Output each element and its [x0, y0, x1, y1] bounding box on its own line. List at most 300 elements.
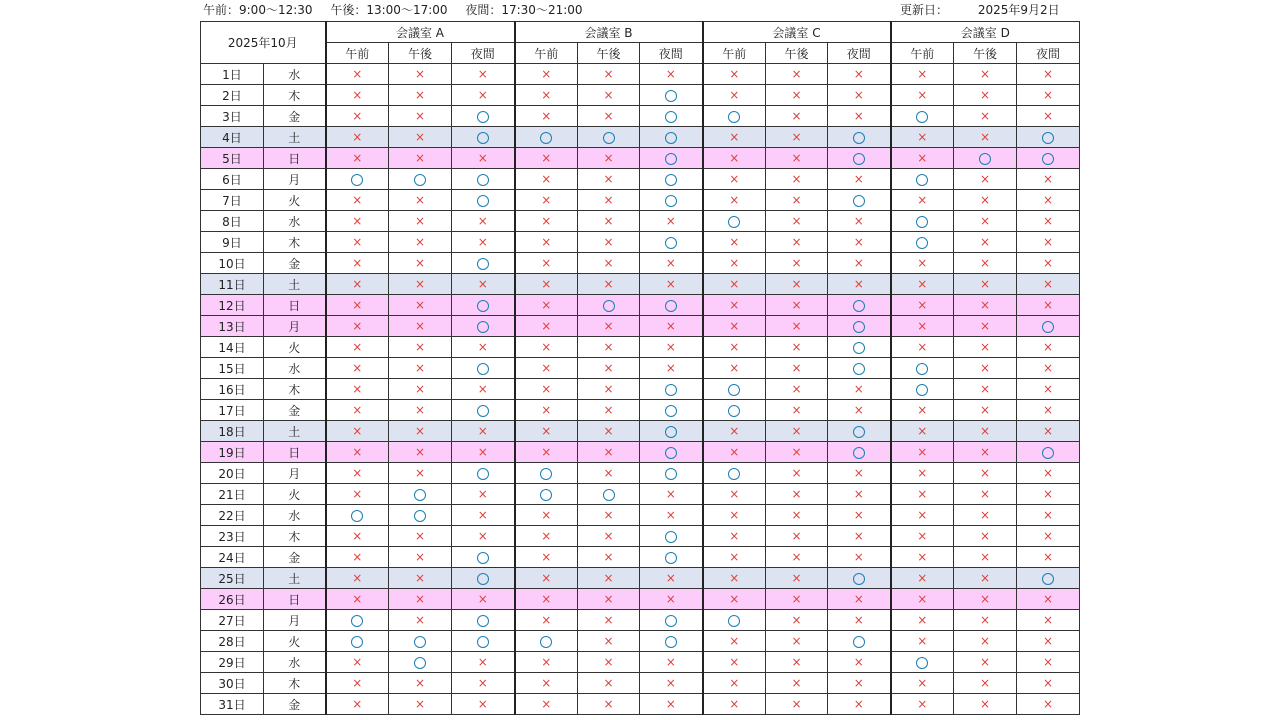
- day-cell: 27日: [201, 610, 264, 631]
- unavailable-mark: ×: [414, 382, 426, 396]
- weekday-cell: 水: [264, 652, 326, 673]
- unavailable-mark: ×: [791, 256, 802, 270]
- slot-c-night: [828, 442, 891, 463]
- unavailable-mark: ×: [979, 655, 991, 669]
- unavailable-mark: ×: [477, 151, 488, 165]
- unavailable-mark: ×: [979, 634, 991, 648]
- available-mark: [853, 342, 865, 354]
- unavailable-mark: ×: [414, 592, 426, 606]
- unavailable-mark: ×: [791, 130, 802, 144]
- slot-a-night: [452, 211, 515, 232]
- slot-a-pm: [389, 442, 452, 463]
- slot-a-am: [326, 442, 389, 463]
- table-row: [201, 526, 1080, 547]
- slot-b-pm: [578, 169, 640, 190]
- unavailable-mark: ×: [791, 277, 802, 291]
- day-cell: 25日: [201, 568, 264, 589]
- period-header: 夜間: [828, 43, 891, 64]
- unavailable-mark: ×: [541, 151, 552, 165]
- slot-c-am: [703, 568, 766, 589]
- unavailable-mark: ×: [791, 487, 802, 501]
- weekday-cell: 木: [264, 673, 326, 694]
- available-mark: [414, 489, 426, 501]
- unavailable-mark: ×: [477, 424, 488, 438]
- slot-b-am: [515, 232, 578, 253]
- slot-c-pm: [766, 316, 828, 337]
- updated-date: 2025年9月2日: [977, 3, 1060, 17]
- unavailable-mark: ×: [477, 340, 488, 354]
- slot-a-night: [452, 421, 515, 442]
- slot-d-am: [891, 169, 954, 190]
- slot-a-night: [452, 484, 515, 505]
- slot-a-night: [452, 190, 515, 211]
- unavailable-mark: ×: [603, 634, 614, 648]
- slot-d-pm: [954, 463, 1017, 484]
- slot-a-night: [452, 253, 515, 274]
- slot-c-am: [703, 190, 766, 211]
- slot-c-night: [828, 148, 891, 169]
- unavailable-mark: ×: [603, 88, 614, 102]
- unavailable-mark: ×: [665, 214, 676, 228]
- slot-b-pm: [578, 337, 640, 358]
- table-row: [201, 463, 1080, 484]
- slot-a-am: [326, 190, 389, 211]
- unavailable-mark: ×: [541, 193, 552, 207]
- unavailable-mark: ×: [979, 487, 991, 501]
- unavailable-mark: ×: [352, 151, 363, 165]
- slot-d-am: [891, 337, 954, 358]
- unavailable-mark: ×: [352, 487, 363, 501]
- slot-d-pm: [954, 568, 1017, 589]
- day-cell: 31日: [201, 694, 264, 715]
- unavailable-mark: ×: [352, 697, 363, 711]
- weekday-cell: 月: [264, 463, 326, 484]
- unavailable-mark: ×: [729, 445, 740, 459]
- unavailable-mark: ×: [541, 361, 552, 375]
- slot-c-night: [828, 526, 891, 547]
- available-mark: [665, 174, 677, 186]
- slot-d-pm: [954, 337, 1017, 358]
- day-cell: 8日: [201, 211, 264, 232]
- slot-b-am: [515, 358, 578, 379]
- slot-a-pm: [389, 127, 452, 148]
- unavailable-mark: ×: [791, 88, 802, 102]
- unavailable-mark: ×: [917, 676, 928, 690]
- available-mark: [1042, 153, 1054, 165]
- available-mark: [728, 615, 740, 627]
- unavailable-mark: ×: [477, 697, 488, 711]
- slot-c-am: [703, 148, 766, 169]
- unavailable-mark: ×: [729, 508, 740, 522]
- weekday-cell: 火: [264, 631, 326, 652]
- unavailable-mark: ×: [729, 340, 740, 354]
- slot-d-am: [891, 547, 954, 568]
- afternoon-slot-text: 午後：13:00～17:00: [330, 3, 448, 17]
- unavailable-mark: ×: [541, 172, 552, 186]
- slot-c-pm: [766, 379, 828, 400]
- weekday-cell: 木: [264, 232, 326, 253]
- unavailable-mark: ×: [1043, 634, 1054, 648]
- slot-c-am: [703, 127, 766, 148]
- unavailable-mark: ×: [1043, 529, 1054, 543]
- weekday-cell: 金: [264, 106, 326, 127]
- slot-a-night: [452, 358, 515, 379]
- slot-b-night: [640, 127, 703, 148]
- unavailable-mark: ×: [541, 109, 552, 123]
- unavailable-mark: ×: [665, 361, 676, 375]
- slot-d-pm: [954, 400, 1017, 421]
- unavailable-mark: ×: [979, 235, 991, 249]
- unavailable-mark: ×: [414, 67, 426, 81]
- unavailable-mark: ×: [729, 655, 740, 669]
- day-cell: 7日: [201, 190, 264, 211]
- unavailable-mark: ×: [1043, 508, 1054, 522]
- unavailable-mark: ×: [352, 571, 363, 585]
- unavailable-mark: ×: [352, 466, 363, 480]
- available-mark: [477, 111, 489, 123]
- unavailable-mark: ×: [352, 361, 363, 375]
- unavailable-mark: ×: [791, 424, 802, 438]
- unavailable-mark: ×: [665, 319, 676, 333]
- slot-a-am: [326, 673, 389, 694]
- slot-d-night: [1017, 484, 1080, 505]
- slot-c-am: [703, 505, 766, 526]
- slot-b-am: [515, 589, 578, 610]
- available-mark: [477, 573, 489, 585]
- slot-b-night: [640, 652, 703, 673]
- unavailable-mark: ×: [352, 340, 363, 354]
- slot-d-night: [1017, 127, 1080, 148]
- slot-d-am: [891, 253, 954, 274]
- slot-b-am: [515, 547, 578, 568]
- slot-b-am: [515, 85, 578, 106]
- unavailable-mark: ×: [979, 214, 991, 228]
- slot-a-night: [452, 106, 515, 127]
- day-cell: 26日: [201, 589, 264, 610]
- slot-c-am: [703, 631, 766, 652]
- slot-c-pm: [766, 337, 828, 358]
- slot-b-night: [640, 64, 703, 85]
- unavailable-mark: ×: [979, 571, 991, 585]
- slot-c-pm: [766, 568, 828, 589]
- slot-b-am: [515, 463, 578, 484]
- slot-c-am: [703, 274, 766, 295]
- day-cell: 21日: [201, 484, 264, 505]
- day-cell: 13日: [201, 316, 264, 337]
- weekday-cell: 木: [264, 85, 326, 106]
- day-cell: 23日: [201, 526, 264, 547]
- slot-c-night: [828, 568, 891, 589]
- slot-c-am: [703, 484, 766, 505]
- day-cell: 11日: [201, 274, 264, 295]
- unavailable-mark: ×: [729, 361, 740, 375]
- slot-b-am: [515, 106, 578, 127]
- slot-a-night: [452, 610, 515, 631]
- weekday-cell: 金: [264, 400, 326, 421]
- unavailable-mark: ×: [352, 592, 363, 606]
- weekday-cell: 日: [264, 589, 326, 610]
- slot-a-night: [452, 589, 515, 610]
- unavailable-mark: ×: [603, 256, 614, 270]
- slot-d-am: [891, 652, 954, 673]
- updated-label: 更新日：: [900, 3, 949, 17]
- slot-b-pm: [578, 421, 640, 442]
- unavailable-mark: ×: [791, 319, 802, 333]
- unavailable-mark: ×: [414, 550, 426, 564]
- slot-d-night: [1017, 169, 1080, 190]
- unavailable-mark: ×: [541, 256, 552, 270]
- unavailable-mark: ×: [665, 655, 676, 669]
- unavailable-mark: ×: [729, 130, 740, 144]
- unavailable-mark: ×: [414, 298, 426, 312]
- unavailable-mark: ×: [853, 550, 864, 564]
- unavailable-mark: ×: [791, 193, 802, 207]
- unavailable-mark: ×: [853, 214, 864, 228]
- unavailable-mark: ×: [917, 634, 928, 648]
- slot-d-pm: [954, 190, 1017, 211]
- slot-c-am: [703, 673, 766, 694]
- available-mark: [540, 636, 552, 648]
- unavailable-mark: ×: [1043, 382, 1054, 396]
- slot-b-am: [515, 190, 578, 211]
- slot-a-am: [326, 526, 389, 547]
- unavailable-mark: ×: [414, 529, 426, 543]
- slot-a-pm: [389, 484, 452, 505]
- slot-b-am: [515, 316, 578, 337]
- unavailable-mark: ×: [1043, 193, 1054, 207]
- unavailable-mark: ×: [853, 256, 864, 270]
- available-mark: [477, 468, 489, 480]
- slot-c-am: [703, 610, 766, 631]
- day-cell: 14日: [201, 337, 264, 358]
- slot-a-pm: [389, 148, 452, 169]
- unavailable-mark: ×: [979, 676, 991, 690]
- unavailable-mark: ×: [979, 277, 991, 291]
- available-mark: [853, 321, 865, 333]
- unavailable-mark: ×: [603, 571, 614, 585]
- unavailable-mark: ×: [541, 529, 552, 543]
- slot-c-night: [828, 400, 891, 421]
- unavailable-mark: ×: [414, 697, 426, 711]
- unavailable-mark: ×: [729, 529, 740, 543]
- slot-c-night: [828, 232, 891, 253]
- slot-b-night: [640, 673, 703, 694]
- unavailable-mark: ×: [1043, 298, 1054, 312]
- slot-b-am: [515, 379, 578, 400]
- available-mark: [665, 468, 677, 480]
- slot-c-am: [703, 442, 766, 463]
- slot-d-night: [1017, 631, 1080, 652]
- unavailable-mark: ×: [352, 256, 363, 270]
- unavailable-mark: ×: [729, 697, 740, 711]
- slot-b-night: [640, 505, 703, 526]
- slot-a-night: [452, 631, 515, 652]
- slot-d-am: [891, 211, 954, 232]
- unavailable-mark: ×: [541, 235, 552, 249]
- unavailable-mark: ×: [414, 109, 426, 123]
- unavailable-mark: ×: [352, 67, 363, 81]
- available-mark: [1042, 447, 1054, 459]
- available-mark: [853, 153, 865, 165]
- slot-b-pm: [578, 358, 640, 379]
- unavailable-mark: ×: [791, 67, 802, 81]
- slot-c-night: [828, 106, 891, 127]
- slot-d-night: [1017, 358, 1080, 379]
- day-cell: 2日: [201, 85, 264, 106]
- period-header: 夜間: [452, 43, 515, 64]
- slot-a-pm: [389, 337, 452, 358]
- slot-d-night: [1017, 295, 1080, 316]
- slot-c-pm: [766, 589, 828, 610]
- slot-d-am: [891, 379, 954, 400]
- slot-c-am: [703, 589, 766, 610]
- day-cell: 28日: [201, 631, 264, 652]
- slot-a-am: [326, 547, 389, 568]
- slot-d-night: [1017, 652, 1080, 673]
- unavailable-mark: ×: [729, 193, 740, 207]
- available-mark: [665, 237, 677, 249]
- slot-d-am: [891, 421, 954, 442]
- slot-d-am: [891, 64, 954, 85]
- day-cell: 20日: [201, 463, 264, 484]
- slot-a-pm: [389, 64, 452, 85]
- slot-b-am: [515, 610, 578, 631]
- day-cell: 6日: [201, 169, 264, 190]
- slot-d-pm: [954, 673, 1017, 694]
- table-row: [201, 652, 1080, 673]
- slot-c-pm: [766, 505, 828, 526]
- slot-a-night: [452, 568, 515, 589]
- slot-a-am: [326, 358, 389, 379]
- table-row: [201, 673, 1080, 694]
- slot-c-am: [703, 358, 766, 379]
- slot-c-am: [703, 106, 766, 127]
- slot-b-pm: [578, 589, 640, 610]
- unavailable-mark: ×: [603, 193, 614, 207]
- slot-b-pm: [578, 148, 640, 169]
- unavailable-mark: ×: [477, 592, 488, 606]
- weekday-cell: 金: [264, 547, 326, 568]
- unavailable-mark: ×: [979, 550, 991, 564]
- slot-b-pm: [578, 85, 640, 106]
- unavailable-mark: ×: [352, 445, 363, 459]
- slot-c-pm: [766, 190, 828, 211]
- weekday-cell: 月: [264, 610, 326, 631]
- unavailable-mark: ×: [729, 550, 740, 564]
- unavailable-mark: ×: [665, 592, 676, 606]
- unavailable-mark: ×: [477, 382, 488, 396]
- unavailable-mark: ×: [1043, 697, 1054, 711]
- slot-b-pm: [578, 127, 640, 148]
- slot-d-am: [891, 484, 954, 505]
- slot-d-pm: [954, 379, 1017, 400]
- table-row: [201, 694, 1080, 715]
- slot-d-pm: [954, 85, 1017, 106]
- slot-b-pm: [578, 274, 640, 295]
- slot-c-night: [828, 463, 891, 484]
- slot-b-am: [515, 673, 578, 694]
- slot-c-pm: [766, 169, 828, 190]
- unavailable-mark: ×: [352, 424, 363, 438]
- unavailable-mark: ×: [541, 613, 552, 627]
- room-b-header: 会議室 B: [515, 22, 703, 43]
- slot-c-night: [828, 694, 891, 715]
- unavailable-mark: ×: [729, 172, 740, 186]
- unavailable-mark: ×: [853, 592, 864, 606]
- unavailable-mark: ×: [352, 529, 363, 543]
- slot-b-am: [515, 421, 578, 442]
- slot-c-pm: [766, 463, 828, 484]
- available-mark: [665, 615, 677, 627]
- available-mark: [603, 132, 615, 144]
- available-mark: [477, 195, 489, 207]
- unavailable-mark: ×: [917, 403, 928, 417]
- reservation-table: [200, 21, 1080, 715]
- slot-b-am: [515, 631, 578, 652]
- slot-b-night: [640, 547, 703, 568]
- morning-slot-text: 午前：9:00～12:30: [203, 3, 313, 17]
- table-row: [201, 316, 1080, 337]
- available-mark: [728, 111, 740, 123]
- table-row: [201, 589, 1080, 610]
- unavailable-mark: ×: [729, 298, 740, 312]
- day-cell: 19日: [201, 442, 264, 463]
- unavailable-mark: ×: [917, 613, 928, 627]
- slot-b-am: [515, 295, 578, 316]
- slot-d-pm: [954, 232, 1017, 253]
- available-mark: [916, 384, 928, 396]
- unavailable-mark: ×: [603, 466, 614, 480]
- weekday-cell: 火: [264, 484, 326, 505]
- slot-b-night: [640, 442, 703, 463]
- slot-d-pm: [954, 64, 1017, 85]
- available-mark: [853, 363, 865, 375]
- available-mark: [853, 636, 865, 648]
- unavailable-mark: ×: [603, 361, 614, 375]
- available-mark: [477, 363, 489, 375]
- unavailable-mark: ×: [853, 382, 864, 396]
- unavailable-mark: ×: [603, 403, 614, 417]
- unavailable-mark: ×: [414, 403, 426, 417]
- slot-a-night: [452, 337, 515, 358]
- day-cell: 18日: [201, 421, 264, 442]
- slot-c-am: [703, 694, 766, 715]
- slot-d-am: [891, 127, 954, 148]
- slot-d-night: [1017, 274, 1080, 295]
- weekday-cell: 金: [264, 694, 326, 715]
- unavailable-mark: ×: [1043, 487, 1054, 501]
- slot-b-am: [515, 127, 578, 148]
- unavailable-mark: ×: [352, 277, 363, 291]
- unavailable-mark: ×: [414, 571, 426, 585]
- unavailable-mark: ×: [853, 655, 864, 669]
- unavailable-mark: ×: [665, 676, 676, 690]
- unavailable-mark: ×: [352, 214, 363, 228]
- slot-b-night: [640, 568, 703, 589]
- unavailable-mark: ×: [979, 319, 991, 333]
- slot-d-am: [891, 589, 954, 610]
- weekday-cell: 土: [264, 568, 326, 589]
- weekday-cell: 水: [264, 358, 326, 379]
- unavailable-mark: ×: [729, 571, 740, 585]
- slot-b-pm: [578, 211, 640, 232]
- unavailable-mark: ×: [791, 361, 802, 375]
- slot-a-am: [326, 295, 389, 316]
- available-mark: [351, 510, 363, 522]
- slot-d-pm: [954, 253, 1017, 274]
- unavailable-mark: ×: [853, 676, 864, 690]
- slot-b-night: [640, 589, 703, 610]
